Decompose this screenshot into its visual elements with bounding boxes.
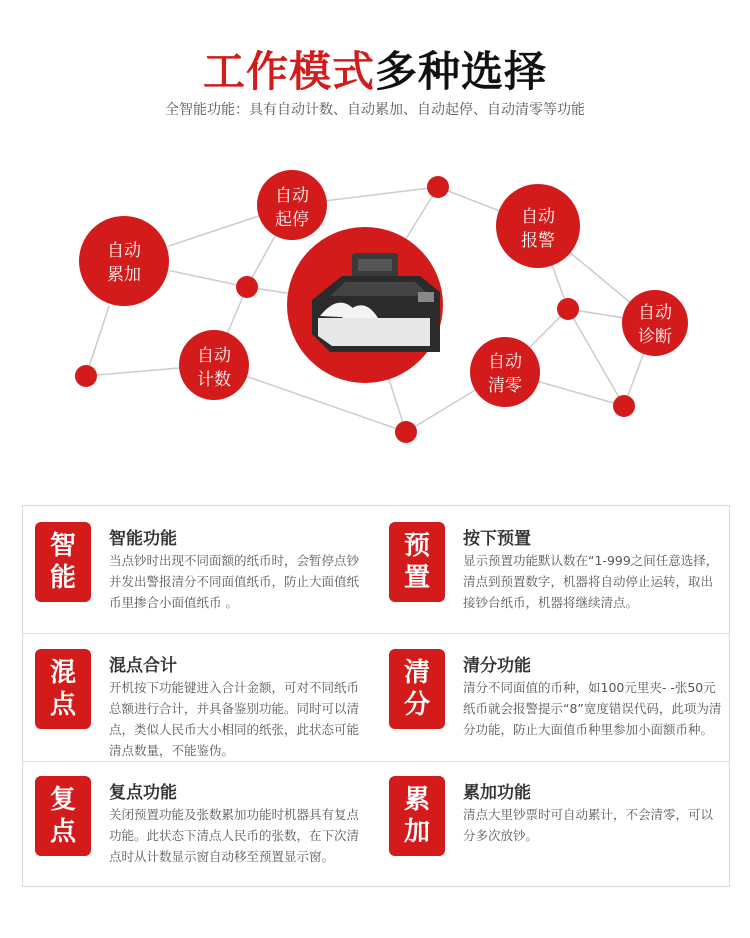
row-divider xyxy=(23,633,729,634)
feature-description: 当点钞时出现不同面额的纸币时，会暂停点钞并发出警报清分不同面值纸币，防止大面值纸币里掺合小面值纸币 。 xyxy=(109,553,360,610)
feature-title: 清分功能 xyxy=(463,656,531,676)
feature-title: 复点功能 xyxy=(109,783,177,803)
row-divider xyxy=(23,761,729,762)
feature-description: 清点大里钞票时可自动累计，不会清零，可以分多次放钞。 xyxy=(463,807,714,843)
node-auto-alarm xyxy=(496,184,580,268)
title-red-part: 工作模式 xyxy=(202,47,375,96)
features-panel xyxy=(22,505,730,887)
node-line1: 自动 xyxy=(488,352,522,372)
machine-hub xyxy=(287,227,443,383)
feature-title: 混点合计 xyxy=(109,656,177,676)
node-line1: 自动 xyxy=(197,346,231,366)
node-auto-accumulate xyxy=(78,215,170,307)
feature-badge: 混 点 xyxy=(35,649,91,729)
node-line1: 自动 xyxy=(107,241,141,261)
node-line1: 自动 xyxy=(275,186,309,206)
feature-description: 开机按下功能键进入合计金额，可对不同纸币总额进行合计，并具备鉴别功能。同时可以清点，类似人民币大小相同的纸张，此状态可能清点数量，不能鉴伪。 xyxy=(109,680,360,758)
feature-description: 清分不同面值的币种，如100元里夹- -张50元纸币就会报警提示“8”宽度错误代码，此项为清分功能，防止大面值币种里参加小面额币种。 xyxy=(463,680,722,737)
node-line2: 计数 xyxy=(197,370,231,390)
node-auto-reset xyxy=(470,337,540,407)
feature-badge: 累 加 xyxy=(389,776,445,856)
node-line1: 自动 xyxy=(638,303,672,323)
feature-badge: 清 分 xyxy=(389,649,445,729)
feature-title: 智能功能 xyxy=(109,529,177,549)
feature-badge: 预 置 xyxy=(389,522,445,602)
node-line2: 累加 xyxy=(107,265,141,285)
node-auto-start-stop xyxy=(257,170,327,240)
node-line2: 报警 xyxy=(521,231,555,251)
feature-title: 按下预置 xyxy=(463,529,531,549)
node-auto-diagnose xyxy=(622,290,688,356)
page-subtitle: 全智能功能：具有自动计数、自动累加、自动起停、自动清零等功能 xyxy=(165,102,585,118)
node-line2: 起停 xyxy=(275,210,309,230)
feature-badge: 复 点 xyxy=(35,776,91,856)
feature-badge: 智 能 xyxy=(35,522,91,602)
feature-description: 显示预置功能默认数在“1-999之间任意选择，清点到预置数字，机器将自动停止运转，取出接钞台纸币，机器将继续清点。 xyxy=(463,553,719,610)
feature-description: 关闭预置功能及张数累加功能时机器具有复点功能。此状态下清点人民币的张数，在下次清点时从计数显示窗自动移至预置显示窗。 xyxy=(109,807,360,864)
node-line1: 自动 xyxy=(521,207,555,227)
node-line2: 诊断 xyxy=(638,327,672,347)
title-black-part: 多种选择 xyxy=(375,47,548,96)
node-auto-count xyxy=(179,330,249,400)
node-line2: 清零 xyxy=(488,376,522,396)
feature-title: 累加功能 xyxy=(463,783,531,803)
feature-network-diagram xyxy=(0,0,750,460)
